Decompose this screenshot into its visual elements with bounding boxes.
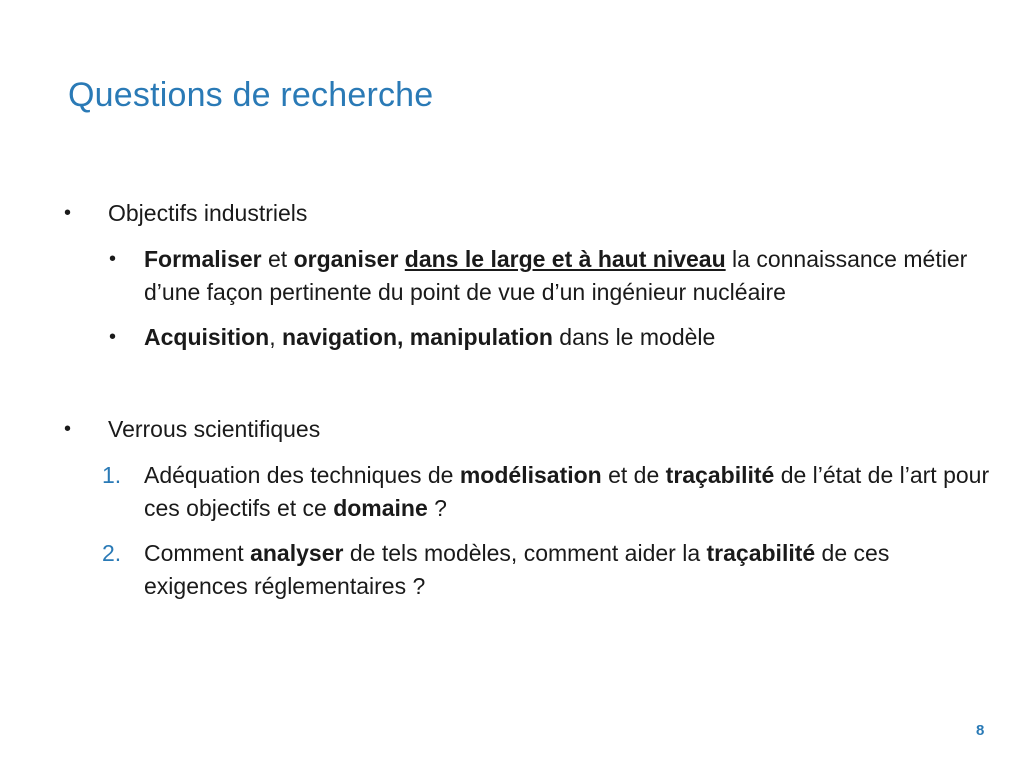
item-number: 1.: [102, 462, 122, 488]
bold-text: traçabilité: [665, 462, 775, 488]
text-run: de ces exigences réglementaires ?: [144, 540, 890, 599]
bullet-icon: •: [109, 326, 117, 348]
text-run: de l’état de l’art pour ces objectifs et ce: [144, 462, 990, 521]
text-run: la connaissance métier d’une façon pertinente du point de vue d’un ingénieur nucléaire: [144, 246, 968, 305]
numbered-item-1: [102, 459, 994, 525]
bold-text: domaine: [333, 495, 428, 521]
bold-text: analyser: [250, 540, 344, 566]
text-run: Comment: [144, 540, 251, 566]
text-run: ?: [427, 495, 447, 521]
section-heading: Objectifs industriels: [108, 200, 308, 226]
sub-bullet-acquisition: [109, 321, 994, 354]
bullet-verrous-scientifiques: [64, 414, 988, 444]
text-run: et de: [601, 462, 666, 488]
bold-text: Formaliser: [144, 246, 262, 272]
text-run: et: [261, 246, 294, 272]
bold-underlined-text: dans le large et à haut niveau: [404, 246, 726, 272]
slide-title: Questions de recherche: [68, 76, 434, 114]
item-number: 2.: [102, 540, 122, 566]
bold-text: traçabilité: [706, 540, 816, 566]
sub-bullet-formaliser: [109, 243, 994, 309]
bold-text: modélisation: [459, 462, 602, 488]
bold-text: organiser: [293, 246, 399, 272]
bullet-objectifs-industriels: [64, 198, 988, 228]
page-number: 8: [976, 722, 985, 739]
text-run: Adéquation des techniques de: [144, 462, 460, 488]
text-run: dans le modèle: [552, 324, 716, 350]
bold-text: navigation, manipulation: [282, 324, 553, 350]
bullet-icon: •: [64, 202, 72, 224]
bullet-icon: •: [109, 248, 117, 270]
bullet-icon: •: [64, 418, 72, 440]
bold-text: Acquisition: [144, 324, 270, 350]
text-run: de tels modèles, comment aider la: [343, 540, 707, 566]
section-heading: Verrous scientifiques: [108, 416, 321, 442]
text-run: ,: [269, 324, 283, 350]
numbered-item-2: [102, 537, 994, 603]
